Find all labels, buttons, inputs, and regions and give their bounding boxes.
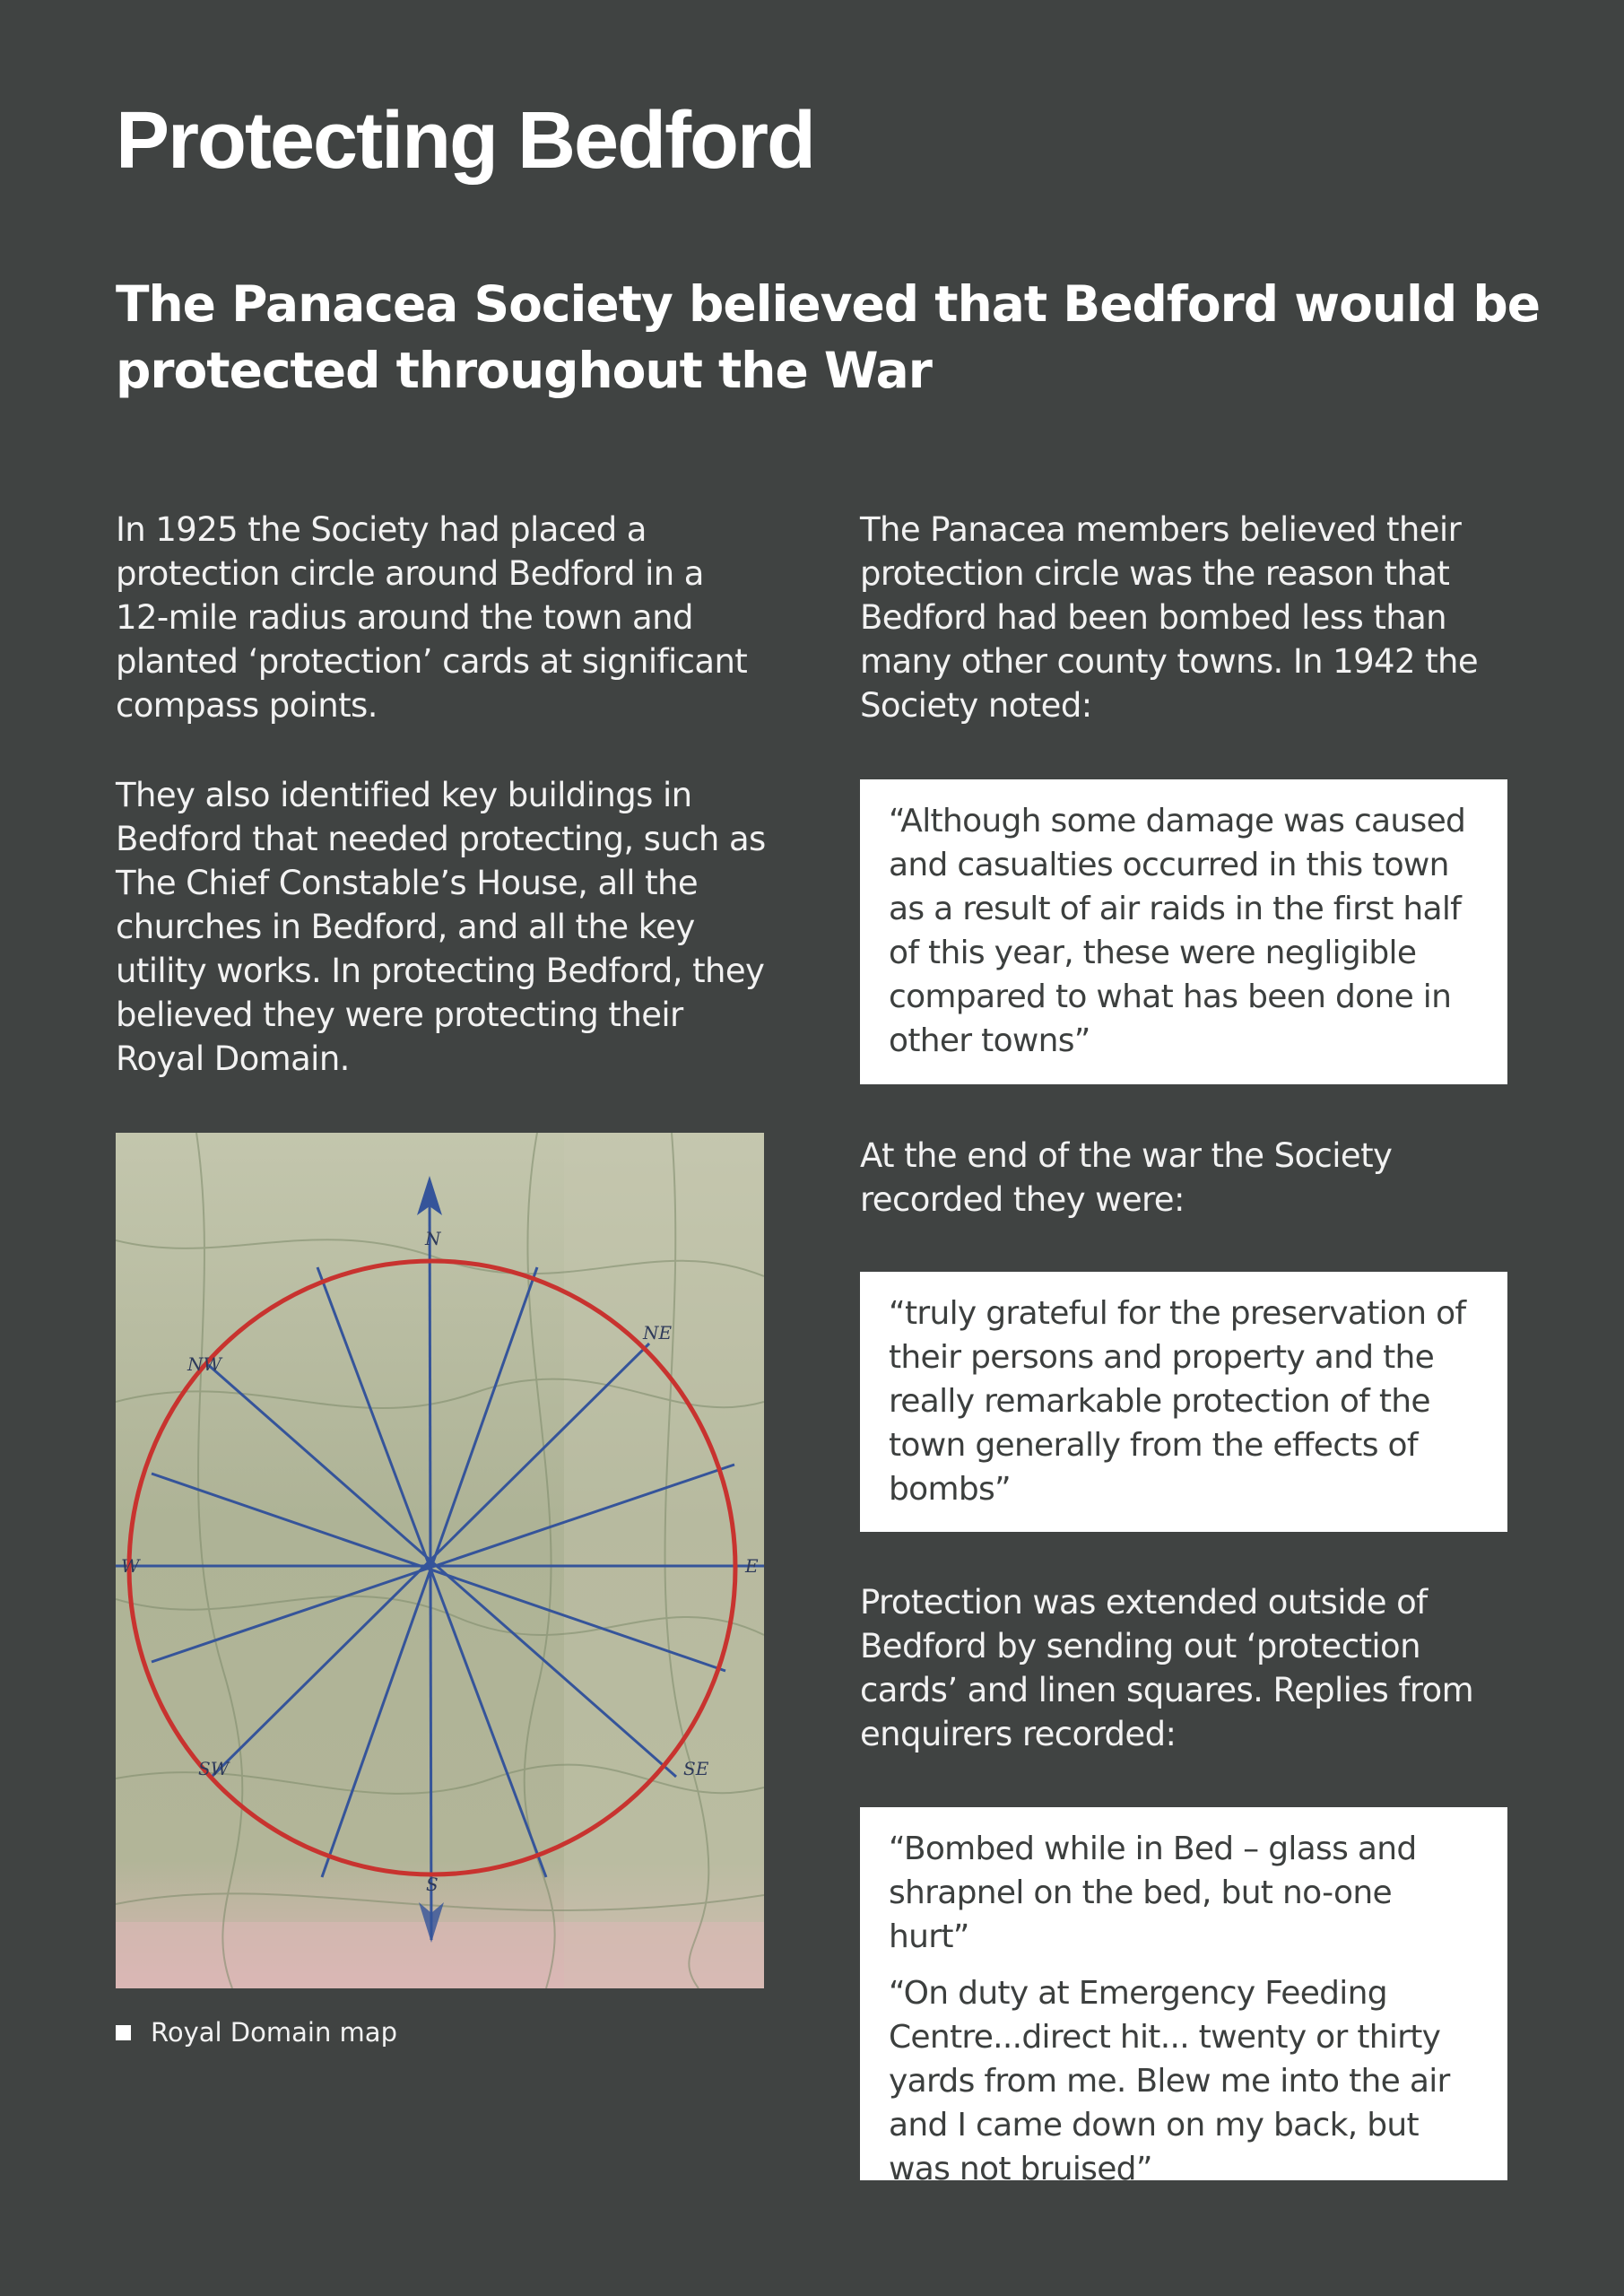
quote-box-3: [860, 1807, 1507, 2187]
left-paragraph-2: They also identified key buildings in Bedford that needed protecting, such as The Chief Constable’s House, all the churches in Bedford, and all the key utility works. In protecting Bedford, they believed they were protecting their Royal Domain.: [116, 776, 766, 1078]
page-title: Protecting Bedford: [116, 96, 815, 186]
right-paragraph-3: Protection was extended outside of Bedford by sending out ‘protection cards’ and linen squares. Replies from enquirers recorded:: [860, 1583, 1474, 1753]
map-illustration: [116, 1133, 764, 1988]
quote-3b: “On duty at Emergency Feeding Centre...direct hit... twenty or thirty yards from me. Blew me into the air and I came down on my back, but was not bruised”: [889, 1975, 1450, 2187]
compass-label-s: S: [426, 1874, 439, 1895]
page-subtitle: The Panacea Society believed that Bedford would be protected throughout the War: [116, 275, 1541, 399]
compass-label-w: W: [121, 1555, 140, 1577]
right-paragraph-2: At the end of the war the Society recorded they were:: [860, 1136, 1393, 1219]
compass-label-ne: NE: [643, 1322, 673, 1344]
quote-1: “Although some damage was caused and casualties occurred in this town as a result of air raids in the first half of this year, these were negligible compared to what has been done in other towns”: [889, 803, 1466, 1059]
caption-text: Royal Domain map: [151, 2017, 397, 2048]
map-caption: [116, 2017, 397, 2048]
compass-label-e: E: [745, 1555, 759, 1577]
caption-bullet-icon: [116, 2025, 131, 2040]
quote-box-2: [860, 1272, 1507, 1532]
quote-3a: “Bombed while in Bed – glass and shrapnel on the bed, but no-one hurt”: [889, 1831, 1417, 1955]
compass-label-sw: SW: [198, 1758, 230, 1779]
quote-2: “truly grateful for the preservation of their persons and property and the really remarkable protection of the town generally from the effects of bombs”: [889, 1295, 1466, 1508]
compass-label-nw: NW: [187, 1353, 222, 1375]
quote-box-1: [860, 779, 1507, 1084]
compass-label-se: SE: [683, 1758, 709, 1779]
compass-label-n: N: [425, 1228, 441, 1249]
left-paragraph-1: In 1925 the Society had placed a protection circle around Bedford in a 12-mile radius around the town and planted ‘protection’ cards at significant compass points.: [116, 510, 748, 725]
right-paragraph-1: The Panacea members believed their protection circle was the reason that Bedford had been bombed less than many other county towns. In 1942 the Society noted:: [860, 510, 1479, 725]
royal-domain-map: [116, 1133, 764, 1988]
map-pink-band: [116, 1922, 764, 1988]
